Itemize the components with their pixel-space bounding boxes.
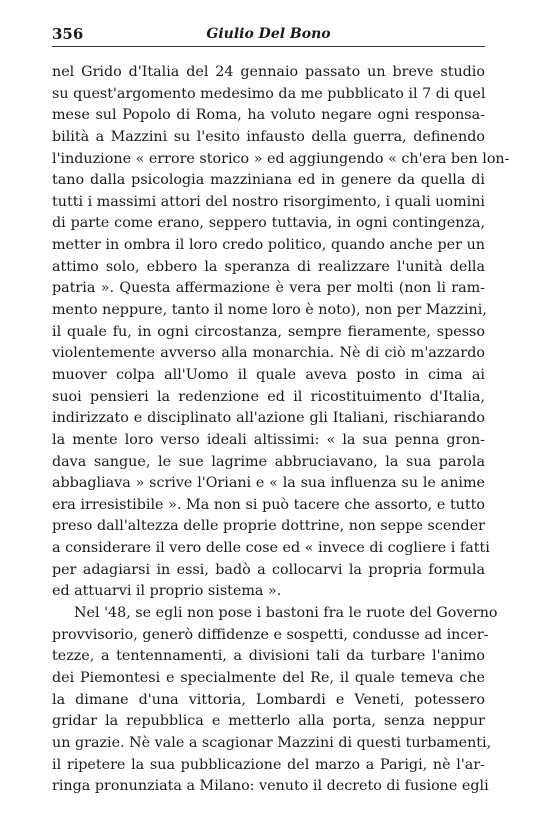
text-line: dei Piemontesi e specialmente del Re, il quale temeva che [52, 669, 485, 686]
body-text [52, 62, 510, 798]
text-line: attimo solo, ebbero la speranza di realizzare l'unità della [52, 258, 485, 275]
text-line: mento neppure, tanto il nome loro è noto), non per Mazzini, [52, 302, 487, 319]
text-line: per adagiarsi in essi, badò a collocarvi la propria formula [52, 561, 485, 578]
page-number: 356 [52, 25, 84, 43]
text-line: abbagliava » scrive l'Oriani e « la sua influenza su le anime [52, 475, 485, 492]
text-line: nel Grido d'Italia del 24 gennaio passato un breve studio [52, 64, 485, 80]
text-line: mese sul Popolo di Roma, ha voluto negare ogni responsa- [52, 107, 485, 124]
text-line: un grazie. Nè vale a scagionar Mazzini di questi turbamenti, [52, 734, 492, 751]
text-line: Nel '48, se egli non pose i bastoni fra le ruote del Governo [74, 605, 498, 622]
header-rule [52, 46, 485, 47]
text-line: provvisorio, generò diffidenze e sospetti, condusse ad incer- [52, 626, 489, 643]
text-line: era irresistibile ». Ma non si può tacere che assorto, e tutto [52, 496, 485, 513]
text-line: su quest'argomento medesimo da me pubblicato il 7 di quel [52, 85, 486, 102]
text-line: patria ». Questa affermazione è vera per molti (non li ram- [52, 280, 485, 297]
text-line: tano dalla psicologia mazziniana ed in genere da quella di [52, 172, 485, 189]
text-line: a considerare il vero delle cose ed « invece di cogliere i fatti [52, 540, 490, 557]
text-line: ed attuarvi il proprio sistema ». [52, 583, 282, 600]
text-line: bilità a Mazzini su l'esito infausto della guerra, definendo [52, 128, 485, 145]
text-line: la dimane d'una vittoria, Lombardi e Veneti, potessero [52, 691, 485, 708]
text-line: di parte come erano, seppero tuttavia, in ogni contingenza, [52, 215, 485, 232]
text-line: muover colpa all'Uomo il quale aveva posto in cima ai [52, 366, 485, 383]
text-line: il ripetere la sua pubblicazione del marzo a Parigi, nè l'ar- [52, 756, 485, 773]
running-title: Giulio Del Bono [206, 26, 331, 42]
text-line: la mente loro verso ideali altissimi: « la sua penna gron- [52, 431, 485, 448]
text-line: suoi pensieri la redenzione ed il ricostituimento d'Italia, [52, 388, 485, 405]
text-line: violentemente avverso alla monarchia. Nè di ciò m'azzardo [52, 345, 485, 362]
text-line: ringa pronunziata a Milano: venuto il decreto di fusione egli [52, 778, 489, 795]
text-line: tezze, a tentennamenti, a divisioni tali da turbare l'animo [52, 648, 485, 665]
text-line: preso dall'altezza delle proprie dottrine, non seppe scender [52, 518, 485, 535]
text-line: indirizzato e disciplinato all'azione gli Italiani, rischiarando [52, 410, 485, 427]
text-line: il quale fu, in ogni circostanza, sempre fieramente, spesso [52, 323, 485, 340]
page-header [52, 25, 485, 45]
text-line: gridar la repubblica e metterlo alla porta, senza neppur [52, 713, 485, 730]
text-line: metter in ombra il loro credo politico, quando anche per un [52, 237, 485, 254]
text-line: l'induzione « errore storico » ed aggiungendo « ch'era ben lon- [52, 150, 510, 167]
text-line: tutti i massimi attori del nostro risorgimento, i quali uomini [52, 193, 485, 210]
text-line: dava sangue, le sue lagrime abbruciavano, la sua parola [52, 453, 485, 470]
